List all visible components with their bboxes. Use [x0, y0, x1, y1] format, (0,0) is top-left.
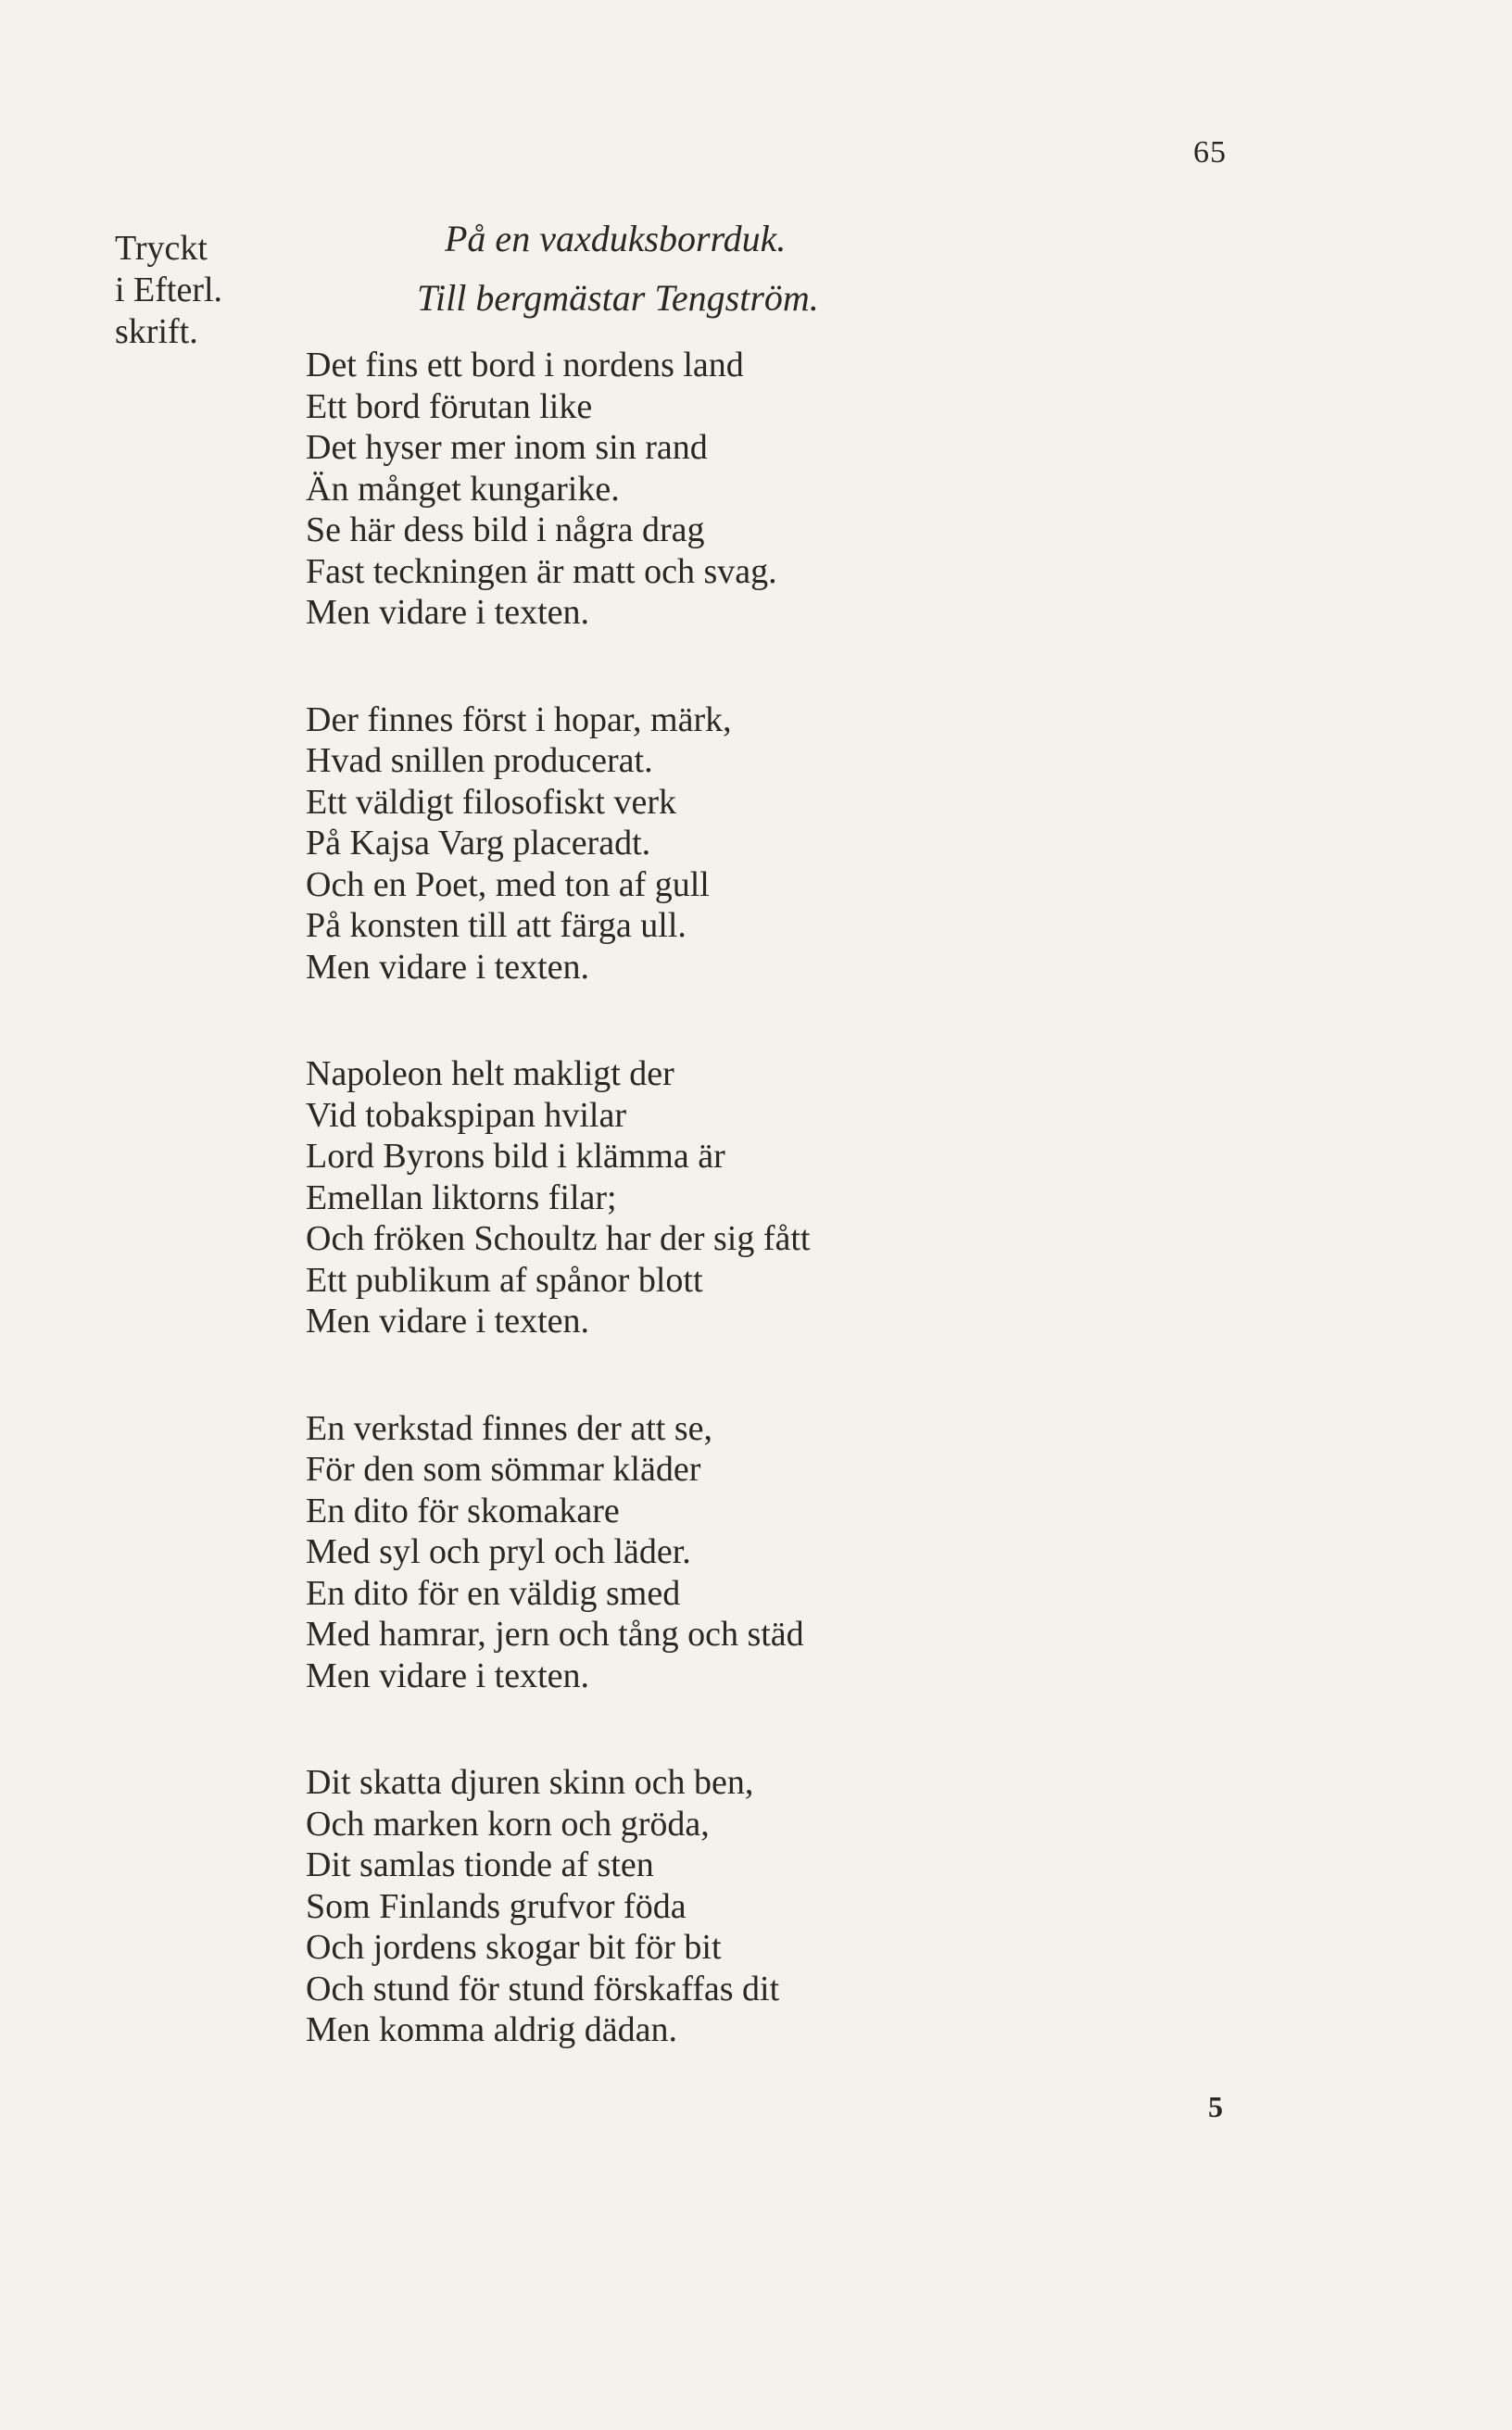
- verse-line: Ett väldigt filosofiskt verk: [306, 782, 677, 822]
- poem-body: [306, 345, 811, 2117]
- verse-line: För den som sömmar kläder: [306, 1450, 701, 1489]
- verse-line: På konsten till att färga ull.: [306, 906, 687, 945]
- margin-note: [115, 228, 222, 353]
- poem-title: På en vaxduksborrduk.: [445, 218, 787, 259]
- stanza: [306, 1762, 811, 2051]
- verse-line: Men vidare i texten.: [306, 1656, 590, 1695]
- stanza: [306, 1053, 811, 1342]
- verse-line: Dit samlas tionde af sten: [306, 1845, 654, 1884]
- verse-line: Se här dess bild i några drag: [306, 510, 705, 549]
- verse-line: En dito för en väldig smed: [306, 1573, 681, 1613]
- margin-note-line: skrift.: [115, 312, 198, 351]
- stanza: [306, 699, 811, 988]
- verse-line: Med hamrar, jern och tång och städ: [306, 1615, 804, 1654]
- stanza: [306, 345, 811, 634]
- verse-line: Vid tobakspipan hvilar: [306, 1095, 626, 1135]
- verse-line: Än månget kungarike.: [306, 469, 620, 509]
- verse-line: Fast teckningen är matt och svag.: [306, 551, 777, 591]
- verse-line: En dito för skomakare: [306, 1491, 620, 1530]
- verse-line: Och en Poet, med ton af gull: [306, 864, 710, 904]
- verse-line: Der finnes först i hopar, märk,: [306, 699, 732, 739]
- verse-line: På Kajsa Varg placeradt.: [306, 824, 651, 862]
- verse-line: Lord Byrons bild i klämma är: [306, 1137, 725, 1176]
- verse-line: Och stund för stund förskaffas dit: [306, 1969, 780, 2008]
- verse-line: Det fins ett bord i nordens land: [306, 346, 744, 384]
- verse-line: Som Finlands grufvor föda: [306, 1886, 687, 1926]
- verse-line: En verkstad finnes der att se,: [306, 1408, 712, 1448]
- verse-line: Ett publikum af spånor blott: [306, 1260, 703, 1300]
- verse-line: Med syl och pryl och läder.: [306, 1532, 691, 1571]
- stanza: [306, 1408, 811, 1697]
- verse-line: Och fröken Schoultz har der sig fått: [306, 1219, 811, 1258]
- verse-line: Det hyser mer inom sin rand: [306, 428, 708, 467]
- verse-line: Emellan liktorns filar;: [306, 1177, 617, 1217]
- verse-line: Men komma aldrig dädan.: [306, 2010, 678, 2049]
- verse-line: Och marken korn och gröda,: [306, 1804, 710, 1844]
- verse-line: Men vidare i texten.: [306, 1302, 590, 1341]
- margin-note-line: Tryckt: [115, 229, 208, 268]
- verse-line: Napoleon helt makligt der: [306, 1054, 674, 1093]
- margin-note-line: i Efterl.: [115, 271, 223, 309]
- verse-line: Men vidare i texten.: [306, 593, 590, 632]
- poem-dedication: Till bergmästar Tengström.: [417, 277, 819, 319]
- verse-line: Men vidare i texten.: [306, 947, 590, 987]
- verse-line: Ett bord förutan like: [306, 386, 593, 426]
- page-number: 65: [1193, 135, 1227, 170]
- verse-line: Hvad snillen producerat.: [306, 741, 653, 780]
- verse-line: Och jordens skogar bit för bit: [306, 1928, 722, 1967]
- verse-line: Dit skatta djuren skinn och ben,: [306, 1763, 754, 1802]
- signature-mark: 5: [1208, 2090, 1223, 2123]
